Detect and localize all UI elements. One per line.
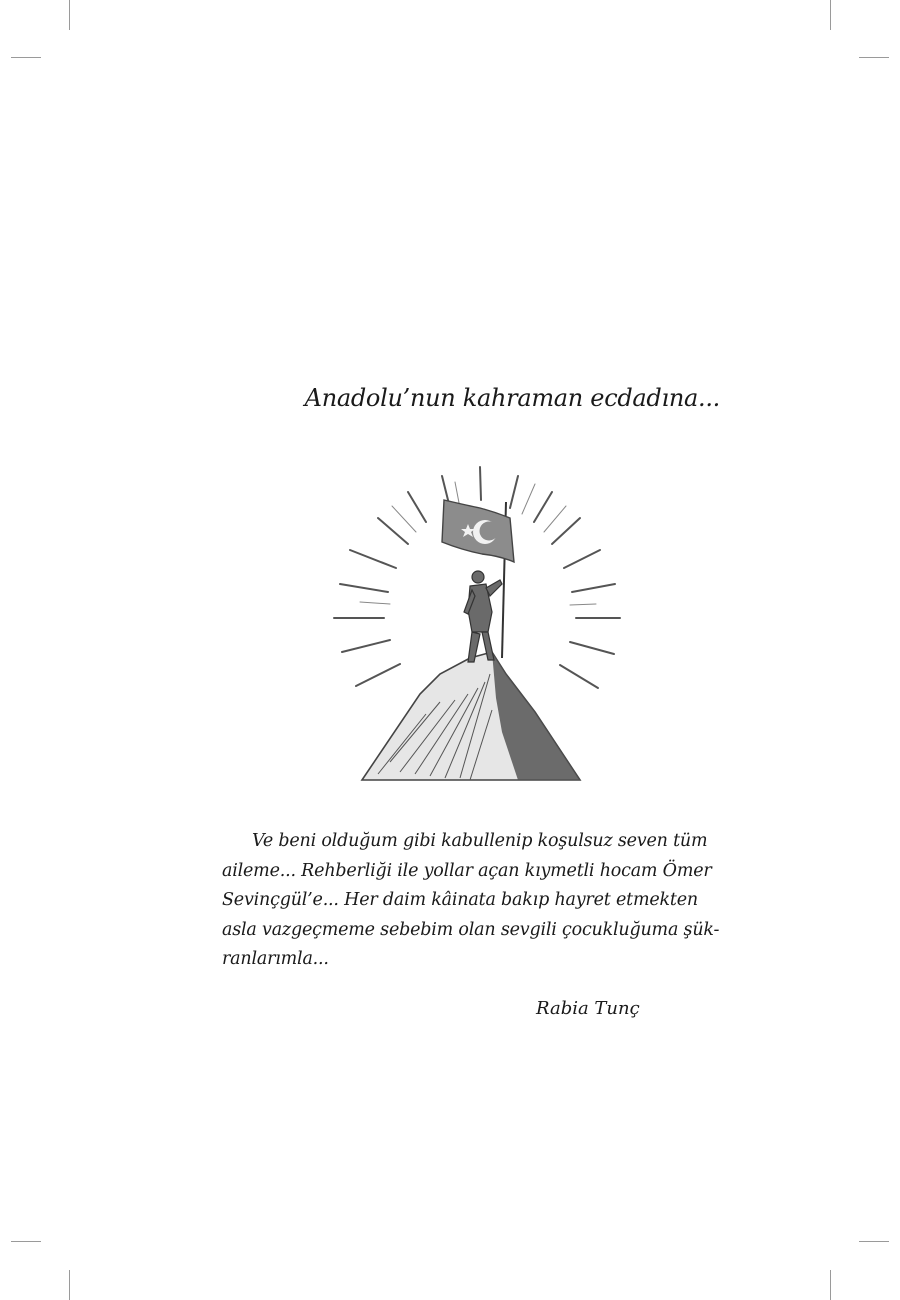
crop-mark bbox=[69, 1270, 70, 1300]
acknowledgement-line: aileme... Rehberliği ile yollar açan kıymetli hocam Ömer bbox=[222, 860, 712, 881]
dedication-line: Anadolu’nun kahraman ecdadına... bbox=[304, 384, 720, 412]
acknowledgement-line: ranlarımla... bbox=[222, 949, 329, 969]
crop-mark bbox=[859, 1241, 889, 1242]
mountain bbox=[362, 652, 580, 780]
crop-mark bbox=[69, 0, 70, 30]
flag-bearer-figure bbox=[464, 571, 502, 662]
acknowledgement-line: asla vazgeçmeme sebebim olan sevgili çocukluğuma şük- bbox=[222, 919, 720, 940]
acknowledgement-line: Ve beni olduğum gibi kabullenip koşulsuz seven tüm bbox=[252, 831, 708, 851]
acknowledgement-paragraph bbox=[222, 827, 722, 975]
acknowledgement-line: Sevinçgül’e... Her daim kâinata bakıp hayret etmekten bbox=[222, 890, 698, 910]
crop-mark bbox=[11, 1241, 41, 1242]
flag-icon bbox=[442, 500, 514, 562]
flag-bearer-on-mountain-illustration bbox=[330, 462, 630, 784]
crop-mark bbox=[830, 0, 831, 30]
crop-mark bbox=[11, 57, 41, 58]
crop-mark bbox=[859, 57, 889, 58]
crop-mark bbox=[830, 1270, 831, 1300]
author-signature: Rabia Tunç bbox=[536, 998, 640, 1019]
